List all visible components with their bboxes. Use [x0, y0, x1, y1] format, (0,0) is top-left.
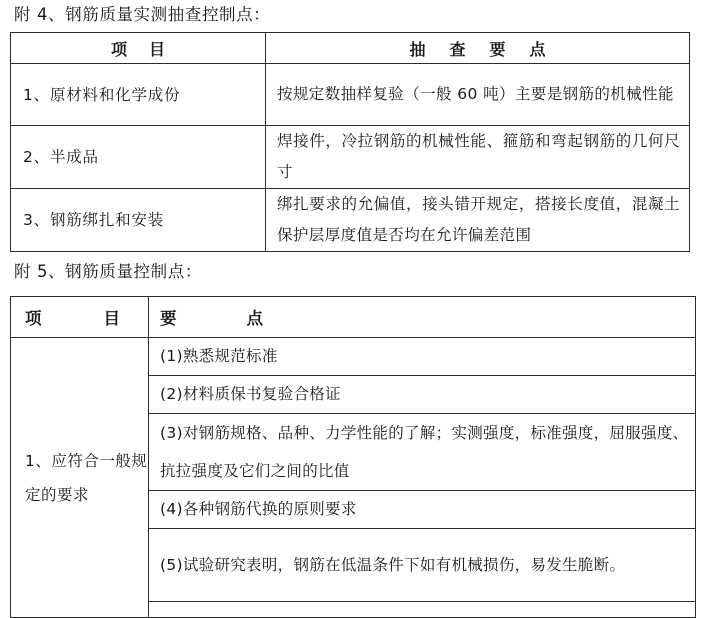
- table-row: [11, 338, 696, 376]
- control-point-item: (1)熟悉规范标准: [149, 338, 696, 376]
- header-points-char-3: 要: [489, 39, 530, 59]
- table-row: [11, 189, 690, 252]
- row-points-text: 按规定数抽样复验（一般 60 吨）主要是钢筋的机械性能: [266, 64, 690, 126]
- header-item-char-2: 目: [103, 309, 120, 328]
- table-header-row: [11, 33, 690, 64]
- control-point-item: (3)对钢筋规格、品种、力学性能的了解；实测强度，标准强度，屈服强度、抗拉强度及它们之间的比值: [149, 414, 696, 491]
- table-header-row: [11, 297, 696, 338]
- header-item-char-1: 项: [25, 309, 42, 328]
- header-points-char-1: 抽: [409, 39, 450, 59]
- table-row: [11, 64, 690, 126]
- header-points-char-2: 查: [449, 39, 490, 59]
- section-title-appendix-5: 附 5、钢筋质量控制点：: [14, 262, 202, 281]
- header-cell-item: [11, 297, 149, 338]
- control-point-item: (5)试验研究表明，钢筋在低温条件下如有机械损伤，易发生脆断。: [149, 529, 696, 602]
- control-point-item: (4)各种钢筋代换的原则要求: [149, 491, 696, 529]
- header-item-char-2: 目: [149, 39, 188, 59]
- row-item-label: 3、钢筋绑扎和安装: [11, 189, 266, 252]
- table-row: [11, 126, 690, 189]
- header-points-char-1: 要: [160, 309, 177, 328]
- header-points-char-4: 点: [529, 39, 570, 59]
- control-point-item: (2)材料质保书复验合格证: [149, 376, 696, 414]
- row-item-label: 1、原材料和化学成份: [11, 64, 266, 126]
- category-cell: 1、应符合一般规定的要求: [11, 338, 149, 618]
- row-item-label: 2、半成品: [11, 126, 266, 189]
- header-cell-item: [11, 33, 266, 64]
- row-points-text: 焊接件，冷拉钢筋的机械性能、箍筋和弯起钢筋的几何尺寸: [266, 126, 690, 189]
- row-points-text: 绑扎要求的允偏值，接头错开规定，搭接长度值，混凝土保护层厚度值是否均在允许偏差范围: [266, 189, 690, 252]
- header-cell-points: [266, 33, 690, 64]
- quality-control-points-table: [10, 296, 696, 618]
- header-cell-points: [149, 297, 696, 338]
- sampling-control-points-table: [10, 32, 690, 252]
- header-item-char-1: 项: [110, 39, 149, 59]
- header-points-char-2: 点: [246, 309, 263, 328]
- section-title-appendix-4: 附 4、钢筋质量实测抽查控制点：: [14, 5, 271, 24]
